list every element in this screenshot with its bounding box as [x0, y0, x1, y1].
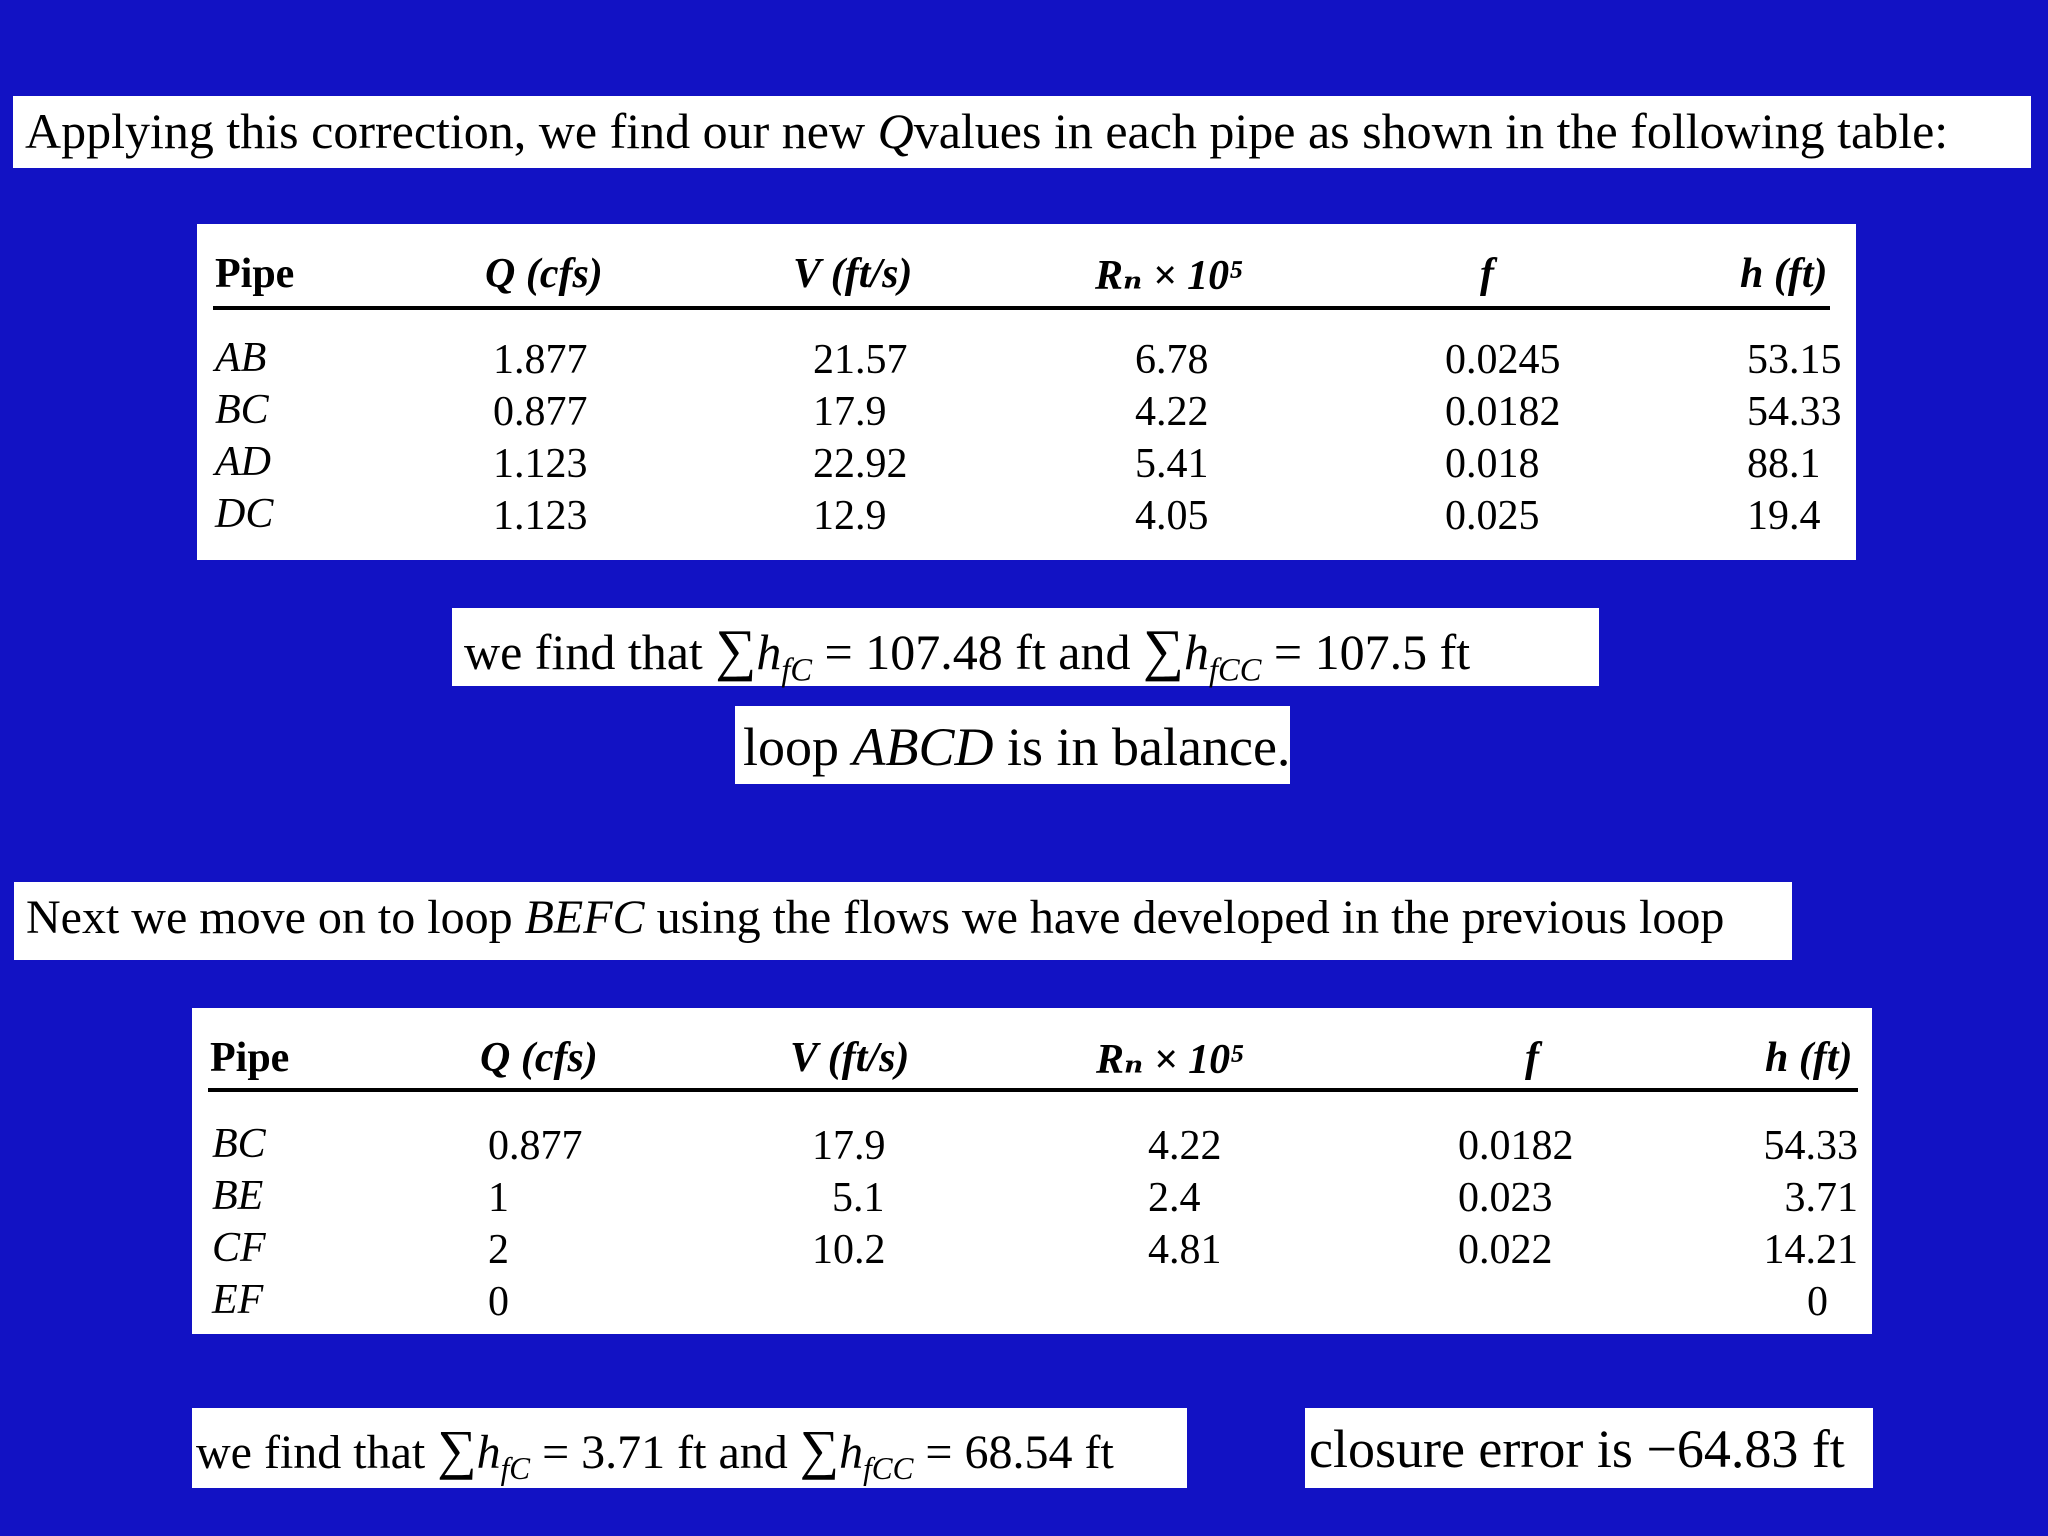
cell-v: 12.9	[813, 493, 887, 539]
header-pipe: Pipe	[215, 251, 295, 297]
cell-f: 0.0182	[1445, 389, 1561, 435]
cell-q: 2	[488, 1227, 509, 1273]
header-v: V (ft/s)	[793, 251, 913, 297]
subscript-fc: fC	[500, 1450, 531, 1486]
header-q: Q (cfs)	[485, 251, 603, 297]
cell-v: 17.9	[812, 1123, 886, 1169]
header-rule	[213, 306, 1830, 310]
cell-q: 1.123	[493, 441, 588, 487]
closure-text: closure error is −64.83 ft	[1309, 1419, 1845, 1479]
cell-q: 0	[488, 1279, 509, 1325]
cell-h: 14.21	[1763, 1227, 1858, 1273]
sigma-symbol: ∑	[1142, 619, 1184, 682]
cell-f: 0.018	[1445, 441, 1540, 487]
cell-pipe: AB	[215, 335, 267, 381]
intro-text-1: Applying this correction, we find our new	[25, 103, 878, 159]
next-prefix: Next we move on to loop	[26, 891, 525, 944]
sum-eq-1: = 3.71 ft and	[530, 1426, 800, 1479]
header-h: h (ft)	[1765, 1035, 1853, 1081]
subscript-fcc: fCC	[863, 1450, 914, 1486]
cell-r: 4.05	[1135, 493, 1209, 539]
loop-name: ABCD	[852, 717, 994, 777]
cell-v: 21.57	[813, 337, 908, 383]
cell-r: 4.22	[1148, 1123, 1222, 1169]
sum-eq-2: = 107.5 ft	[1261, 624, 1471, 680]
cell-q: 0.877	[488, 1123, 583, 1169]
cell-pipe: BE	[212, 1173, 264, 1219]
header-r: Rₙ × 10⁵	[1095, 253, 1244, 299]
cell-f: 0.023	[1458, 1175, 1553, 1221]
header-r: Rₙ × 10⁵	[1096, 1037, 1245, 1083]
sigma-symbol: ∑	[437, 1419, 477, 1480]
h-symbol: h	[839, 1426, 864, 1479]
next-suffix: using the flows we have developed in the previous loop	[644, 891, 1725, 944]
cell-pipe: DC	[215, 491, 274, 537]
cell-pipe: CF	[212, 1225, 266, 1271]
cell-v: 17.9	[813, 389, 887, 435]
subscript-fc: fC	[781, 652, 813, 689]
sigma-symbol: ∑	[799, 1419, 840, 1480]
cell-pipe: EF	[212, 1277, 264, 1323]
cell-h: 54.33	[1763, 1123, 1858, 1169]
h-symbol: h	[1183, 624, 1209, 680]
header-rule	[208, 1088, 1858, 1092]
next-loop-sentence	[14, 882, 1792, 960]
table-loop-abcd	[197, 224, 1856, 560]
cell-h: 54.33	[1747, 389, 1842, 435]
intro-text-2: values in each pipe as shown in the following table:	[913, 103, 1949, 159]
cell-f: 0.022	[1458, 1227, 1553, 1273]
cell-r: 4.81	[1148, 1227, 1222, 1273]
cell-q: 1.123	[493, 493, 588, 539]
cell-h: 88.1	[1747, 441, 1821, 487]
sum-prefix: we find that	[196, 1426, 438, 1479]
header-q: Q (cfs)	[480, 1035, 598, 1081]
cell-pipe: AD	[215, 439, 271, 485]
cell-v: 5.1	[832, 1175, 885, 1221]
header-v: V (ft/s)	[790, 1035, 910, 1081]
cell-h: 19.4	[1747, 493, 1821, 539]
header-f: f	[1480, 251, 1494, 297]
cell-v: 22.92	[813, 441, 908, 487]
cell-q: 1	[488, 1175, 509, 1221]
closure-error-statement	[1305, 1408, 1873, 1488]
sum-eq-2: = 68.54 ft	[913, 1426, 1114, 1479]
cell-pipe: BC	[212, 1121, 266, 1167]
cell-r: 5.41	[1135, 441, 1209, 487]
cell-r: 6.78	[1135, 337, 1209, 383]
balance-suffix: is in balance.	[993, 717, 1291, 777]
cell-h: 53.15	[1747, 337, 1842, 383]
cell-h: 0	[1807, 1279, 1828, 1325]
header-h: h (ft)	[1740, 251, 1828, 297]
sigma-symbol: ∑	[715, 619, 757, 682]
cell-q: 1.877	[493, 337, 588, 383]
cell-h: 3.71	[1784, 1175, 1858, 1221]
cell-r: 2.4	[1148, 1175, 1201, 1221]
cell-v: 10.2	[812, 1227, 886, 1273]
header-f: f	[1525, 1035, 1539, 1081]
sum-eq-1: = 107.48 ft and	[812, 624, 1143, 680]
cell-f: 0.0245	[1445, 337, 1561, 383]
sum-statement-befc	[192, 1408, 1187, 1488]
cell-pipe: BC	[215, 387, 269, 433]
balance-prefix: loop	[743, 717, 853, 777]
sum-statement-abcd	[452, 608, 1599, 689]
intro-q-symbol: Q	[877, 103, 914, 159]
h-symbol: h	[756, 624, 782, 680]
sum-prefix: we find that	[464, 624, 716, 680]
h-symbol: h	[476, 1426, 501, 1479]
intro-sentence	[13, 96, 2031, 168]
cell-q: 0.877	[493, 389, 588, 435]
cell-f: 0.0182	[1458, 1123, 1574, 1169]
balance-statement	[735, 706, 1290, 784]
loop-name: BEFC	[524, 891, 645, 944]
header-pipe: Pipe	[210, 1035, 290, 1081]
table-loop-befc	[192, 1008, 1872, 1334]
cell-f: 0.025	[1445, 493, 1540, 539]
subscript-fcc: fCC	[1208, 652, 1262, 689]
cell-r: 4.22	[1135, 389, 1209, 435]
